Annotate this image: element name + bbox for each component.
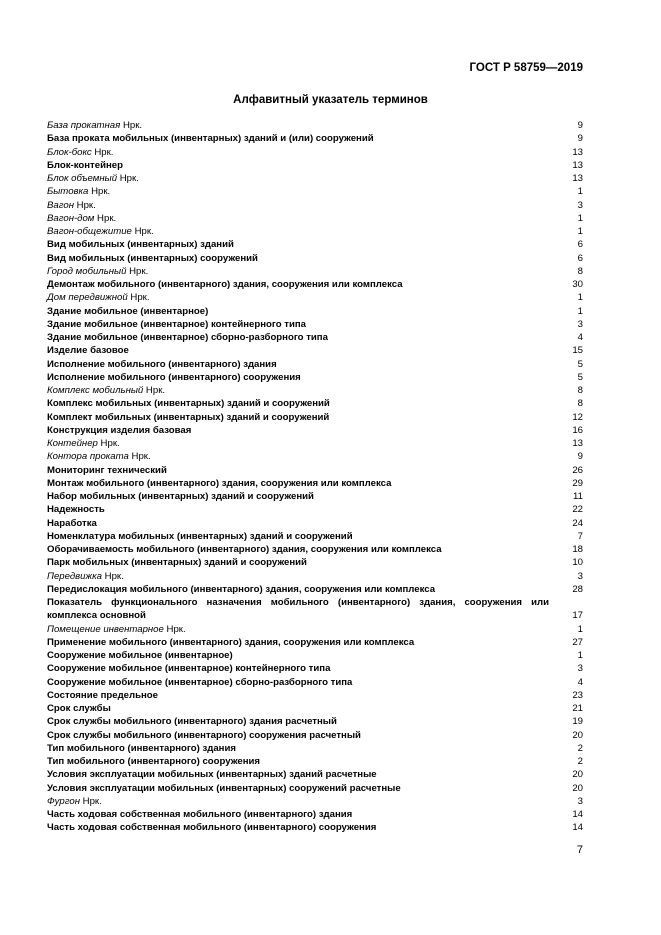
index-entry [47,795,583,808]
entry-page-number: 27 [572,636,583,648]
entry-page-number: 13 [572,159,583,171]
entry-suffix: Нрк. [88,186,111,198]
entry-text: Здание мобильное (инвентарное) [47,305,209,317]
entry-page-number: 30 [572,279,583,290]
entry-text: Монтаж мобильного (инвентарного) здания, сооружения или комплекса [47,477,392,489]
entry-page-number: 9 [577,451,583,463]
index-entry [47,344,583,357]
index-entry [47,649,583,662]
entry-text: Применение мобильного (инвентарного) здания, сооружения или комплекса [47,636,415,648]
index-entry [47,358,583,371]
index-entry [47,702,583,715]
index-entry [47,689,583,702]
entry-text: Сооружение мобильное (инвентарное) сборно-разборного типа [47,676,353,688]
entry-term: Передвижка [47,570,102,582]
index-entry [47,371,583,384]
entry-page-number: 21 [572,703,583,714]
entry-suffix: Нрк. [80,795,102,807]
entry-text [47,796,102,807]
entry-text: Комплект мобильных (инвентарных) зданий и сооружений [47,411,330,423]
entry-page-number: 22 [572,504,583,516]
entry-text: Условия эксплуатации мобильных (инвентарных) сооружений расчетные [47,782,401,794]
entry-page-number: 1 [577,226,583,237]
index-entry [47,676,583,689]
entry-suffix: Нрк. [143,385,166,396]
entry-text: Сооружение мобильное (инвентарное) [47,650,233,661]
entry-text [47,451,151,462]
entry-page-number: 13 [572,173,583,184]
index-entry [47,556,583,569]
index-entry [47,199,583,212]
entry-text: Состояние предельное [47,689,158,701]
entry-page-number: 19 [572,716,583,728]
entry-page-number: 8 [577,398,583,410]
entry-page-number: 1 [577,212,583,224]
entry-suffix: Нрк. [97,438,120,449]
index-entry [47,530,583,543]
entry-text [47,186,110,197]
index-entry [47,821,583,834]
index-entry [47,172,583,185]
index-entry [47,782,583,795]
entry-text: Исполнение мобильного (инвентарного) сооружения [47,371,301,383]
entry-term: Блок-бокс [47,146,92,158]
entry-page-number: 26 [572,464,583,476]
index-title: Алфавитный указатель терминов [233,94,428,106]
entry-page-number: 24 [572,517,583,529]
entry-text [47,120,142,131]
entry-page-number: 11 [573,491,583,502]
index-entry [47,238,583,251]
entry-text [47,624,186,635]
entry-page-number: 15 [572,345,583,357]
index-entry [47,662,583,675]
entry-text: Условия эксплуатации мобильных (инвентарных) зданий расчетные [47,769,377,781]
entry-page-number: 3 [577,663,583,675]
entry-page-number: 8 [577,265,583,277]
entry-suffix: Нрк. [131,226,154,237]
index-entry [47,411,583,424]
entry-page-number: 6 [577,252,583,264]
entry-page-number: 4 [577,676,583,688]
entry-page-number: 9 [577,120,583,131]
index-entry [47,159,583,172]
entry-text: Часть ходовая собственная мобильного (инвентарного) сооружения [47,822,377,834]
entry-term: Вагон [47,199,74,211]
entry-text: Мониторинг технический [47,464,167,476]
entry-page-number: 7 [577,530,583,542]
entry-term: Вагон-дом [47,212,95,224]
index-entry [47,278,583,291]
entry-text [47,266,148,277]
entry-page-number: 16 [572,424,583,436]
index-entry [47,583,583,596]
entry-page-number: 28 [572,583,583,595]
index-entry [47,742,583,755]
entry-term: Дом передвижной [47,292,128,304]
index-entry [47,503,583,516]
entry-term: Блок объемный [47,173,118,184]
entry-page-number: 3 [577,199,583,211]
entry-page-number: 17 [572,610,583,622]
index-entry [47,384,583,397]
entry-text [47,385,165,396]
index-entry [47,464,583,477]
index-entry [47,517,583,530]
entry-page-number: 1 [577,305,583,317]
index-entry [47,768,583,781]
entry-term: Контейнер [47,438,98,449]
index-entry [47,490,583,503]
entry-page-number: 3 [577,318,583,330]
entry-text [47,200,96,211]
entry-page-number: 1 [577,650,583,661]
entry-term: Фургон [47,795,80,807]
entry-suffix: Нрк. [128,451,151,463]
entry-text [47,438,120,449]
entry-text: Оборачиваемость мобильного (инвентарного) здания, сооружения или комплекса [47,544,442,555]
entry-text: Изделие базовое [47,345,129,357]
entry-page-number: 1 [577,186,583,198]
entry-page-number: 3 [577,570,583,582]
entry-text [47,226,154,237]
entry-text: Номенклатура мобильных (инвентарных) зданий и сооружений [47,530,353,542]
entry-page-number: 3 [577,795,583,807]
index-entry [47,318,583,331]
entry-page-number: 2 [577,756,583,767]
entry-suffix: Нрк. [101,570,124,582]
entry-page-number: 5 [577,358,583,370]
index-entry [47,212,583,225]
entry-text: Показатель функционального назначения мобильного (инвентарного) здания, сооружения или комплекса основной [47,597,549,622]
index-entry [47,146,583,159]
index-entry [47,185,583,198]
index-entry [47,291,583,304]
entry-suffix: Нрк. [127,292,150,304]
entry-text: Тип мобильного (инвентарного) сооружения [47,756,261,767]
entry-text [47,173,139,184]
index-entry [47,119,583,132]
entry-text [47,147,113,158]
entry-text: База проката мобильных (инвентарных) зданий и (или) сооружений [47,133,374,145]
entry-page-number: 20 [572,769,583,781]
entry-text: Срок службы [47,703,111,714]
entry-page-number: 18 [572,544,583,555]
entry-term: Помещение инвентарное [47,623,164,635]
entry-term: Бытовка [47,186,89,198]
entry-page-number: 1 [577,292,583,304]
entry-text: Конструкция изделия базовая [47,424,192,436]
entry-page-number: 13 [572,146,583,158]
entry-text: Надежность [47,504,105,516]
entry-text: Срок службы мобильного (инвентарного) сооружения расчетный [47,729,361,741]
entry-text [47,571,124,582]
entry-term: Город мобильный [47,265,127,277]
entry-text: Сооружение мобильное (инвентарное) контейнерного типа [47,663,331,675]
index-entry [47,397,583,410]
entry-suffix: Нрк. [91,146,114,158]
entry-text: Наработка [47,517,97,529]
document-code-header: ГОСТ Р 58759—2019 [469,62,583,74]
entry-text: Вид мобильных (инвентарных) зданий [47,239,234,251]
index-entry [47,596,583,623]
entry-text: Парк мобильных (инвентарных) зданий и сооружений [47,557,307,569]
entry-text: Исполнение мобильного (инвентарного) здания [47,358,277,370]
entry-suffix: Нрк. [126,265,149,277]
entry-text: Срок службы мобильного (инвентарного) здания расчетный [47,716,337,728]
entry-page-number: 6 [577,239,583,251]
entry-page-number: 4 [577,332,583,343]
entry-text: Комплекс мобильных (инвентарных) зданий и сооружений [47,398,330,410]
index-entry [47,543,583,556]
entry-suffix: Нрк. [94,212,117,224]
entry-page-number: 5 [577,371,583,383]
index-entry [47,729,583,742]
index-entry [47,132,583,145]
index-entry [47,623,583,636]
entry-suffix: Нрк. [163,623,186,635]
entry-text: Тип мобильного (инвентарного) здания [47,742,236,754]
entry-text: Здание мобильное (инвентарное) сборно-разборного типа [47,332,328,343]
entry-page-number: 2 [577,742,583,754]
index-entry [47,305,583,318]
entry-suffix: Нрк. [73,199,96,211]
entry-text: Блок-контейнер [47,159,123,171]
entry-page-number: 9 [577,133,583,145]
entry-text: Часть ходовая собственная мобильного (инвентарного) здания [47,809,353,820]
index-entry [47,715,583,728]
index-entry [47,437,583,450]
entry-text [47,213,116,224]
index-entry [47,570,583,583]
index-entry [47,477,583,490]
entry-page-number: 8 [577,385,583,396]
entry-text: Передислокация мобильного (инвентарного) здания, сооружения или комплекса [47,583,436,595]
page-number: 7 [576,844,583,856]
index-entry [47,252,583,265]
index-entry [47,808,583,821]
index-entry [47,450,583,463]
index-entry [47,424,583,437]
entry-suffix: Нрк. [117,173,139,184]
entry-text: Здание мобильное (инвентарное) контейнерного типа [47,318,306,330]
entry-text: Набор мобильных (инвентарных) зданий и сооружений [47,491,314,502]
entry-text: Вид мобильных (инвентарных) сооружений [47,252,258,264]
entry-page-number: 20 [572,782,583,794]
index-entry [47,265,583,278]
term-index-list [47,119,583,835]
index-entry [47,636,583,649]
entry-page-number: 13 [572,438,583,449]
entry-page-number: 29 [572,477,583,489]
entry-page-number: 10 [572,557,583,569]
entry-page-number: 23 [572,689,583,701]
entry-page-number: 14 [572,809,583,820]
entry-text: Демонтаж мобильного (инвентарного) здания, сооружения или комплекса [47,279,403,290]
index-entry [47,331,583,344]
entry-term: База прокатная [47,120,121,131]
entry-suffix: Нрк. [120,120,143,131]
index-entry [47,755,583,768]
entry-page-number: 14 [572,822,583,834]
entry-page-number: 20 [572,729,583,741]
entry-term: Контора проката [47,451,129,463]
entry-page-number: 12 [572,411,583,423]
entry-term: Вагон-общежитие [47,226,132,237]
entry-text [47,292,150,303]
entry-page-number: 1 [577,623,583,635]
index-entry [47,225,583,238]
entry-term: Комплекс мобильный [47,385,144,396]
